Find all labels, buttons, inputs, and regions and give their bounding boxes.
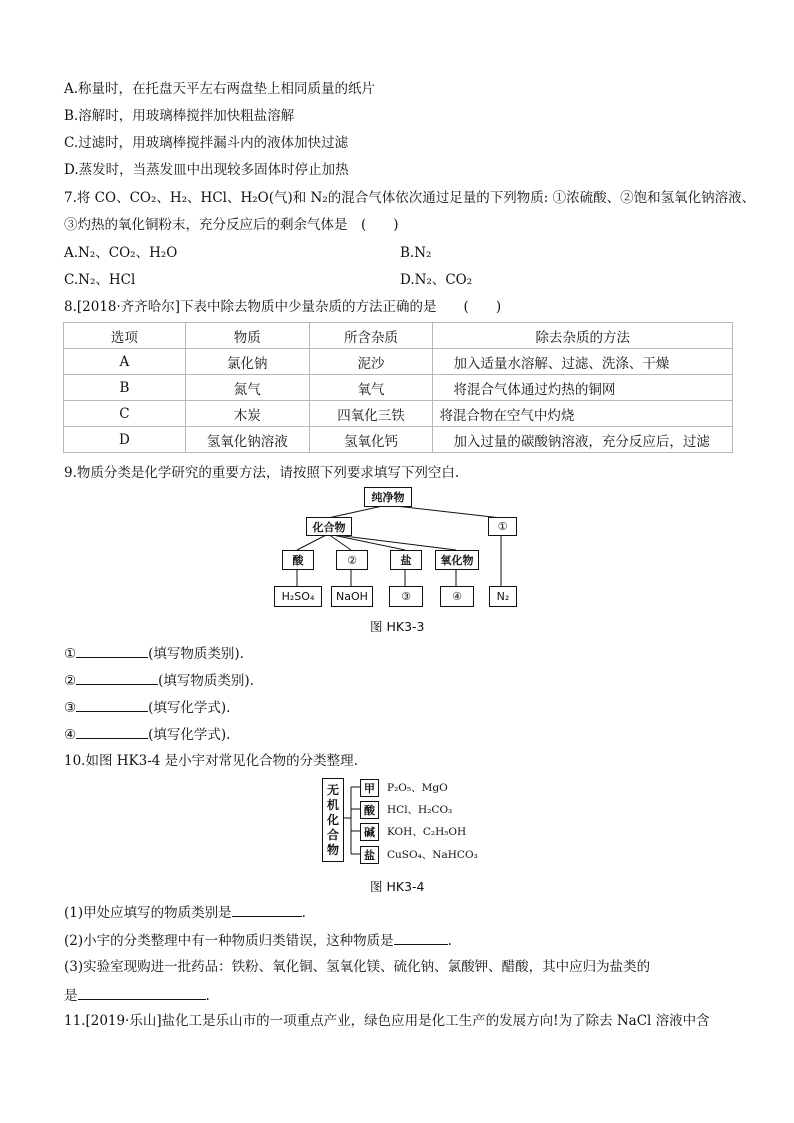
tree-node-blank-2: ② xyxy=(336,550,368,570)
tree-leaf-base-example: NaOH xyxy=(331,586,373,607)
cell-method: 将混合气体通过灼热的铜网 xyxy=(433,375,733,401)
q10-part-3-line2 xyxy=(64,985,210,1005)
answer-blank[interactable] xyxy=(78,985,206,1000)
answer-hint: (填写物质类别). xyxy=(158,673,254,689)
tree-node-oxide: 氧化物 xyxy=(435,550,479,570)
q7-option-c: C.N₂、HCl xyxy=(64,272,136,288)
cell-impurity: 泥沙 xyxy=(309,349,433,375)
figure-caption-hk3-3: 图 HK3-3 xyxy=(370,619,425,634)
cell-option: A xyxy=(64,349,186,375)
tree-node-salt: 盐 xyxy=(390,550,422,570)
answer-number: ② xyxy=(64,673,77,689)
tree-leaf-blank-4: ④ xyxy=(440,586,474,607)
q7-option-d: D.N₂、CO₂ xyxy=(400,272,473,288)
cell-impurity: 氢氧化钙 xyxy=(309,427,433,453)
answer-hint: (填写物质类别). xyxy=(148,646,244,662)
q8-stem: 8.[2018·齐齐哈尔]下表中除去物质中少量杂质的方法正确的是 ( ) xyxy=(64,299,502,315)
q6-option-c: C.过滤时，用玻璃棒搅拌漏斗内的液体加快过滤 xyxy=(64,135,349,151)
answer-blank[interactable] xyxy=(232,902,302,917)
q10-part-3-line1: (3)实验室现购进一批药品：铁粉、氧化铜、氢氧化镁、硫化钠、氯酸钾、醋酸，其中应归为盐类的 xyxy=(64,959,651,975)
category-box-acid: 酸 xyxy=(360,801,379,819)
answer-blank[interactable] xyxy=(394,930,448,945)
header-option: 选项 xyxy=(64,323,186,349)
cell-impurity: 氧气 xyxy=(309,375,433,401)
end-dot: . xyxy=(447,933,452,949)
end-dot: . xyxy=(301,905,306,921)
cell-substance: 氢氧化钠溶液 xyxy=(185,427,309,453)
tree-leaf-element-example: N₂ xyxy=(489,586,517,607)
answer-hint: (填写化学式). xyxy=(148,727,231,743)
q6-option-a: A.称量时，在托盘天平左右两盘垫上相同质量的纸片 xyxy=(64,81,376,97)
vertical-char: 机 xyxy=(326,797,339,812)
cell-method: 将混合物在空气中灼烧 xyxy=(433,401,733,427)
cell-substance: 氮气 xyxy=(185,375,309,401)
header-method: 除去杂质的方法 xyxy=(433,323,733,349)
answer-number: ③ xyxy=(64,700,77,716)
q11-stem: 11.[2019·乐山]盐化工是乐山市的一项重点产业，绿色应用是化工生产的发展方向!为了除去 NaCl 溶液中含 xyxy=(64,1013,710,1029)
cell-option: B xyxy=(64,375,186,401)
answer-number: ④ xyxy=(64,727,77,743)
tree-node-acid: 酸 xyxy=(282,550,314,570)
q7-stem-line2: ③灼热的氧化铜粉末，充分反应后的剩余气体是 ( ) xyxy=(64,217,399,233)
q10-stem: 10.如图 HK3-4 是小宇对常见化合物的分类整理. xyxy=(64,753,358,769)
tree-node-compound: 化合物 xyxy=(306,517,352,536)
q10-part-1 xyxy=(64,902,306,922)
header-impurity: 所含杂质 xyxy=(309,323,433,349)
category-box-base: 碱 xyxy=(360,823,379,841)
q10-part-2 xyxy=(64,930,452,950)
part-text: (2)小宇的分类整理中有一种物质归类错误，这种物质是 xyxy=(64,933,394,949)
inorganic-compound-box xyxy=(322,778,344,862)
answer-hint: (填写化学式). xyxy=(148,700,231,716)
tree-node-blank-1: ① xyxy=(488,517,517,536)
vertical-char: 无 xyxy=(326,782,339,797)
vertical-char: 化 xyxy=(326,812,339,827)
header-substance: 物质 xyxy=(185,323,309,349)
q9-stem: 9.物质分类是化学研究的重要方法，请按照下列要求填写下列空白. xyxy=(64,465,460,481)
cell-option: C xyxy=(64,401,186,427)
end-dot: . xyxy=(205,988,210,1004)
category-box-jia: 甲 xyxy=(360,779,379,797)
figure-caption-hk3-4: 图 HK3-4 xyxy=(370,879,425,894)
q7-option-b: B.N₂ xyxy=(400,245,432,261)
q7-stem-line1: 7.将 CO、CO₂、H₂、HCl、H₂O(气)和 N₂的混合气体依次通过足量的下列物质: ①浓硫酸、②饱和氢氧化钠溶液、 xyxy=(64,190,756,206)
q6-option-b: B.溶解时，用玻璃棒搅拌加快粗盐溶解 xyxy=(64,108,295,124)
category-box-salt: 盐 xyxy=(360,846,379,864)
tree-node-root: 纯净物 xyxy=(364,487,412,507)
answer-number: ① xyxy=(64,646,77,662)
cell-method: 加入过量的碳酸钠溶液，充分反应后，过滤 xyxy=(433,427,733,453)
cell-impurity: 四氧化三铁 xyxy=(309,401,433,427)
vertical-char: 合 xyxy=(326,827,339,842)
cell-option: D xyxy=(64,427,186,453)
category-examples-jia: P₂O₅、MgO xyxy=(387,782,448,794)
cell-method: 加入适量水溶解、过滤、洗涤、干燥 xyxy=(433,349,733,375)
vertical-char: 物 xyxy=(326,842,339,857)
q6-option-d: D.蒸发时，当蒸发皿中出现较多固体时停止加热 xyxy=(64,162,349,178)
tree-leaf-blank-3: ③ xyxy=(389,586,423,607)
category-examples-acid: HCl、H₂CO₃ xyxy=(387,804,453,816)
q7-option-a: A.N₂、CO₂、H₂O xyxy=(64,245,178,261)
part-text: (1)甲处应填写的物质类别是 xyxy=(64,905,232,921)
cell-substance: 氯化钠 xyxy=(185,349,309,375)
tree-leaf-acid-example: H₂SO₄ xyxy=(274,586,322,607)
category-examples-base: KOH、C₂H₅OH xyxy=(387,826,467,838)
category-examples-salt: CuSO₄、NaHCO₃ xyxy=(387,849,478,861)
cell-substance: 木炭 xyxy=(185,401,309,427)
part-text: 是 xyxy=(64,988,78,1004)
